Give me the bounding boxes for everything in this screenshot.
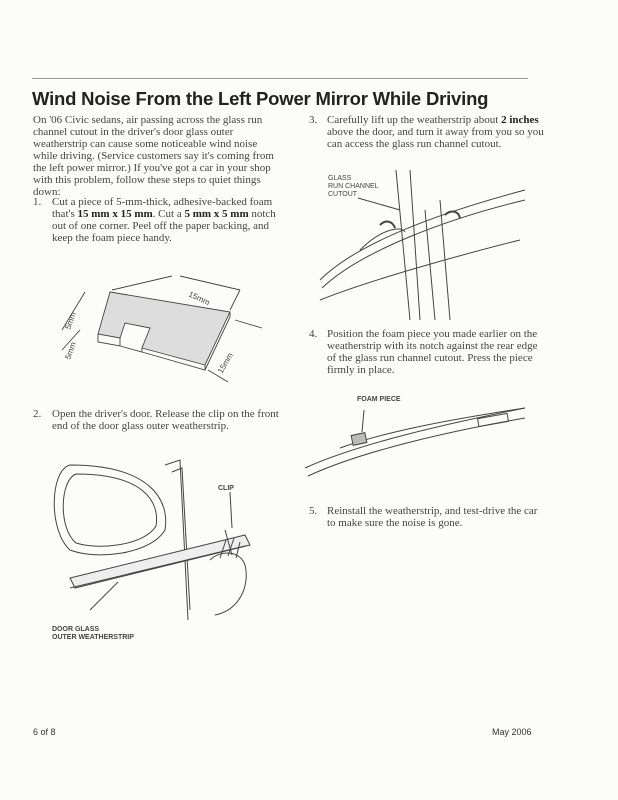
step-1-number: 1.: [33, 196, 42, 208]
step-2-text: Open the driver's door. Release the clip on the front end of the door glass outer weatherstrip.: [52, 408, 279, 432]
clip-label: CLIP: [218, 485, 234, 492]
step-4-text: Position the foam piece you made earlier on the weatherstrip with its notch against the rear edge of the glass run channel cutout. Press the piece firmly in place.: [327, 328, 538, 376]
foam-piece-label: FOAM PIECE: [357, 396, 401, 403]
step-3-text: Carefully lift up the weatherstrip about 2 inches above the door, and turn it away from you so you can access the glass run channel cutout.: [327, 114, 544, 150]
step-4-number: 4.: [309, 328, 318, 340]
foam-dim-left-upper: 5mm: [63, 310, 78, 331]
foam-dim-left-lower: 5mm: [63, 340, 78, 361]
door-clip-diagram: [40, 450, 300, 620]
step-5-text: Reinstall the weatherstrip, and test-drive the car to make sure the noise is gone.: [327, 505, 538, 529]
foam-dim-right: 15mm: [215, 351, 235, 375]
step-2-number: 2.: [33, 408, 42, 420]
glass-run-label-line2: RUN CHANNEL: [328, 183, 379, 190]
glass-run-label-line3: CUTOUT: [328, 191, 358, 198]
publication-date: May 2006: [492, 727, 532, 737]
glass-run-label-line1: GLASS: [328, 175, 352, 182]
foam-on-weatherstrip-diagram: [300, 398, 530, 478]
foam-piece-diagram: [40, 270, 300, 400]
step-3-number: 3.: [309, 114, 318, 126]
intro-paragraph: On '06 Civic sedans, air passing across the glass run channel cutout in the driver's door glass outer weatherstrip can cause some noticeable wind noise while driving. (Service customers say it's coming from the left power mirror.) If you've got a car in your shop with this problem, follow these steps to quiet things down:: [33, 114, 274, 198]
page-number: 6 of 8: [33, 727, 56, 737]
header-rule: [32, 78, 528, 79]
foam-dim-top: 15mm: [187, 289, 212, 308]
door-glass-label-line1: DOOR GLASS: [52, 626, 100, 633]
page-title: Wind Noise From the Left Power Mirror While Driving: [32, 88, 489, 109]
step-1-text: Cut a piece of 5-mm-thick, adhesive-backed foam that's 15 mm x 15 mm. Cut a 5 mm x 5 mm notch out of one corner. Peel off the paper backing, and keep the foam piece handy.: [52, 196, 276, 244]
step-5-number: 5.: [309, 505, 318, 517]
door-glass-label-line2: OUTER WEATHERSTRIP: [52, 634, 134, 641]
